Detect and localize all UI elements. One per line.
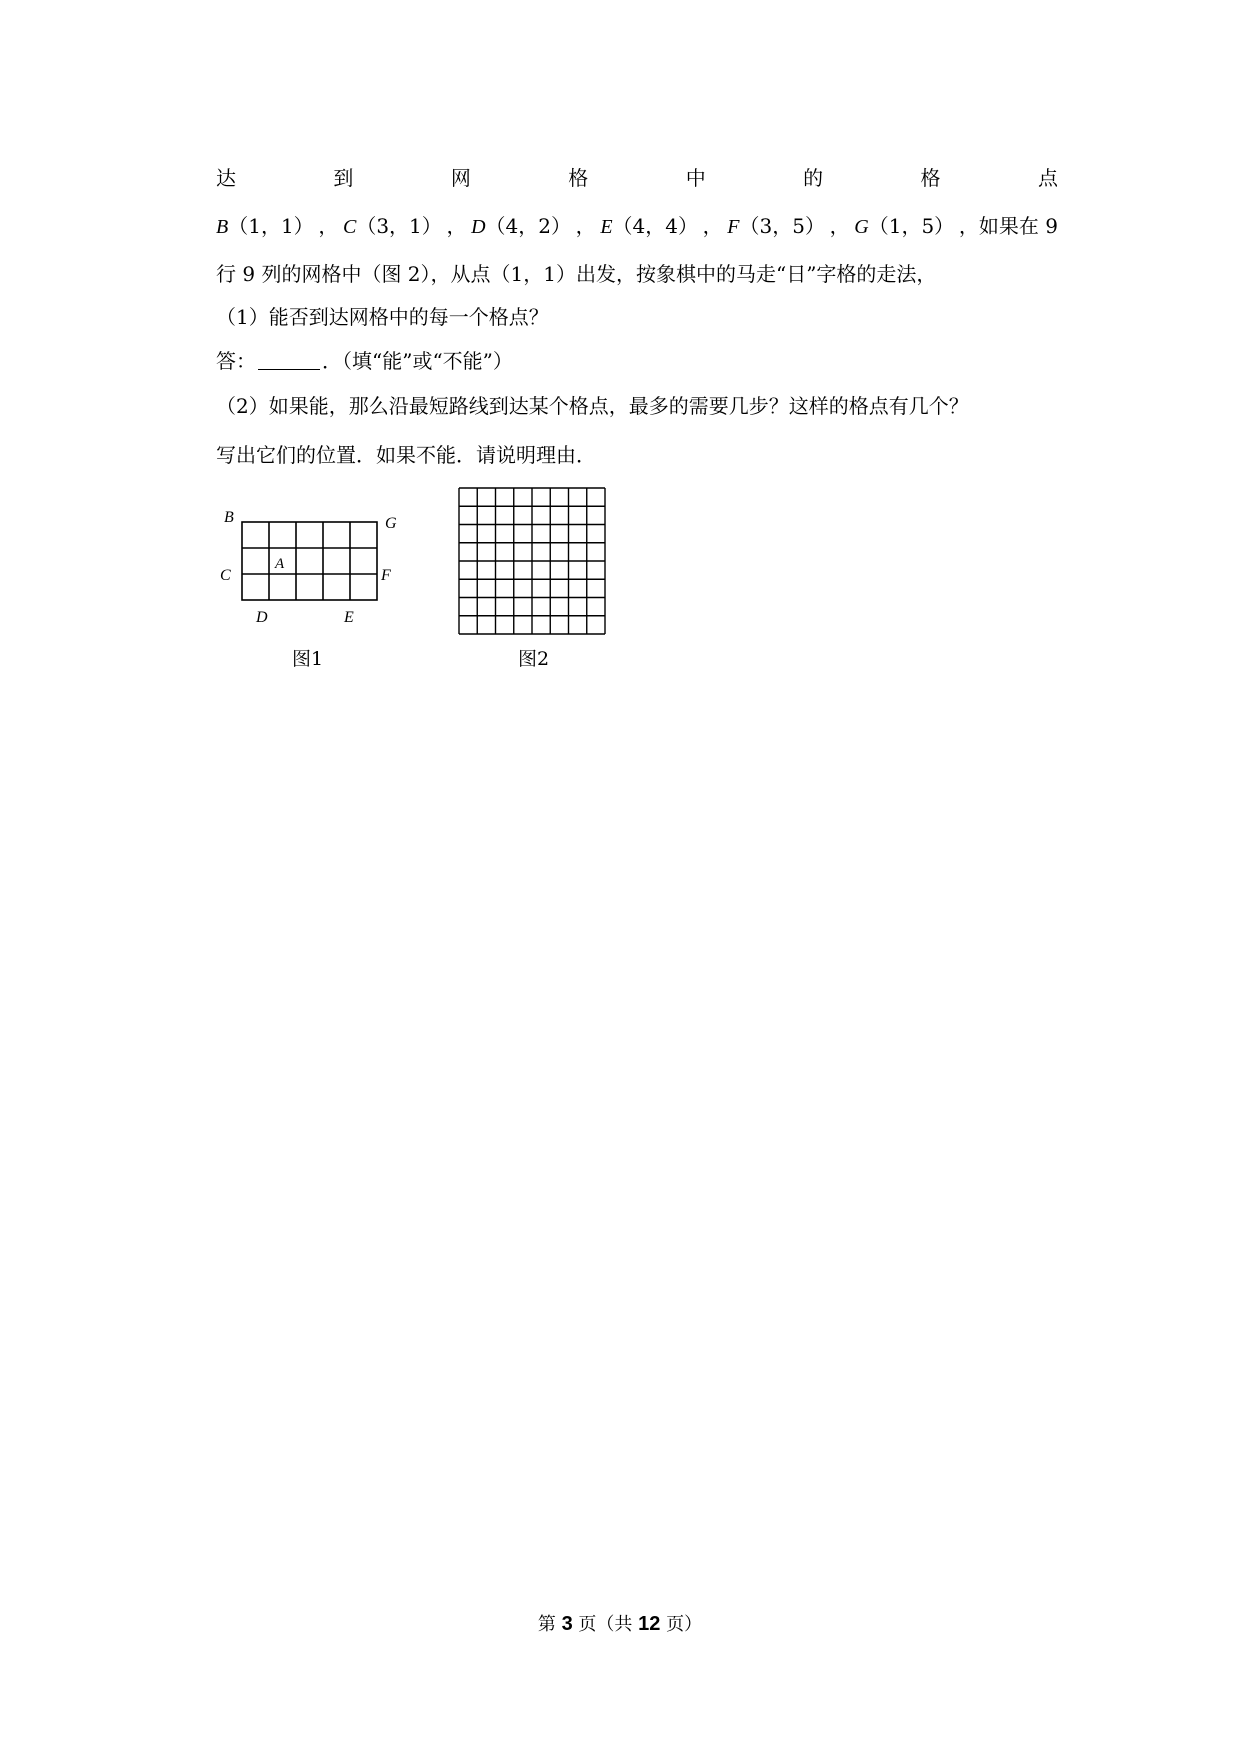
problem-line-3: 行 9 列的网格中（图 2），从点（1，1）出发，按象棋中的马走“日”字格的走法，	[216, 262, 937, 286]
separator: ，	[575, 214, 596, 238]
fig1-label-g: G	[385, 515, 397, 532]
fig1-label-a: A	[275, 556, 285, 572]
coord-e	[600, 212, 698, 241]
separator: ，	[318, 214, 339, 238]
coord-b	[216, 212, 314, 241]
figure-1	[216, 508, 406, 626]
line1-char: 网	[450, 166, 471, 190]
question-2: （2）如果能，那么沿最短路线到达某个格点，最多的需要几步？这样的格点有几个？	[216, 394, 969, 418]
line1-char: 格	[568, 166, 589, 190]
fig1-label-b: B	[224, 509, 234, 526]
point-label-b: B	[216, 216, 229, 238]
point-label-c: C	[342, 216, 357, 238]
footer-pre: 第	[537, 1614, 562, 1635]
point-label-f: F	[727, 216, 740, 238]
answer-suffix: ．（填“能”或“不能”）	[322, 349, 513, 373]
fig1-label-c: C	[220, 567, 231, 584]
coord-value: （3，1）	[356, 214, 442, 238]
answer-prefix: 答：	[216, 349, 256, 373]
point-label-d: D	[471, 216, 486, 238]
coord-value: （4，4）	[612, 214, 698, 238]
separator: ，	[702, 214, 723, 238]
question-1: （1）能否到达网格中的每一个格点？	[216, 305, 549, 329]
line1-char: 到	[333, 166, 354, 190]
figure-2-caption: 图2	[518, 648, 550, 670]
footer-page-number: 3	[561, 1613, 573, 1635]
coord-value: （1，1）	[228, 214, 314, 238]
separator: ，	[829, 214, 850, 238]
line1-char: 中	[685, 166, 706, 190]
figure-1-caption: 图1	[292, 648, 324, 670]
coord-f	[727, 212, 825, 241]
coord-value: （3，5）	[739, 214, 825, 238]
fig1-label-e: E	[344, 609, 354, 626]
fig1-label-d: D	[256, 609, 268, 626]
coord-g	[854, 212, 954, 241]
figure-2	[458, 487, 608, 637]
page-footer	[0, 1610, 1240, 1636]
line1-char: 的	[803, 166, 824, 190]
coord-c	[343, 212, 442, 241]
separator: ，	[446, 214, 467, 238]
fig1-label-f: F	[381, 567, 391, 584]
problem-line-1	[216, 164, 1058, 192]
coord-value: （4，2）	[485, 214, 571, 238]
point-label-g: G	[854, 216, 869, 238]
question-2-continued: 写出它们的位置．如果不能．请说明理由．	[216, 443, 596, 467]
footer-mid: 页（共	[572, 1614, 639, 1635]
line1-char: 点	[1037, 166, 1058, 190]
problem-line-2	[216, 212, 1058, 241]
coord-value: （1，5）	[868, 214, 955, 238]
footer-post: 页）	[660, 1614, 703, 1635]
footer-total-pages: 12	[638, 1613, 661, 1635]
point-label-e: E	[600, 216, 613, 238]
line1-char: 格	[920, 166, 941, 190]
line1-char: 达	[216, 166, 236, 190]
line2-tail: ，如果在 9	[958, 214, 1058, 238]
answer-blank[interactable]	[258, 349, 320, 370]
answer-line	[216, 347, 1058, 375]
coord-d	[471, 212, 571, 241]
